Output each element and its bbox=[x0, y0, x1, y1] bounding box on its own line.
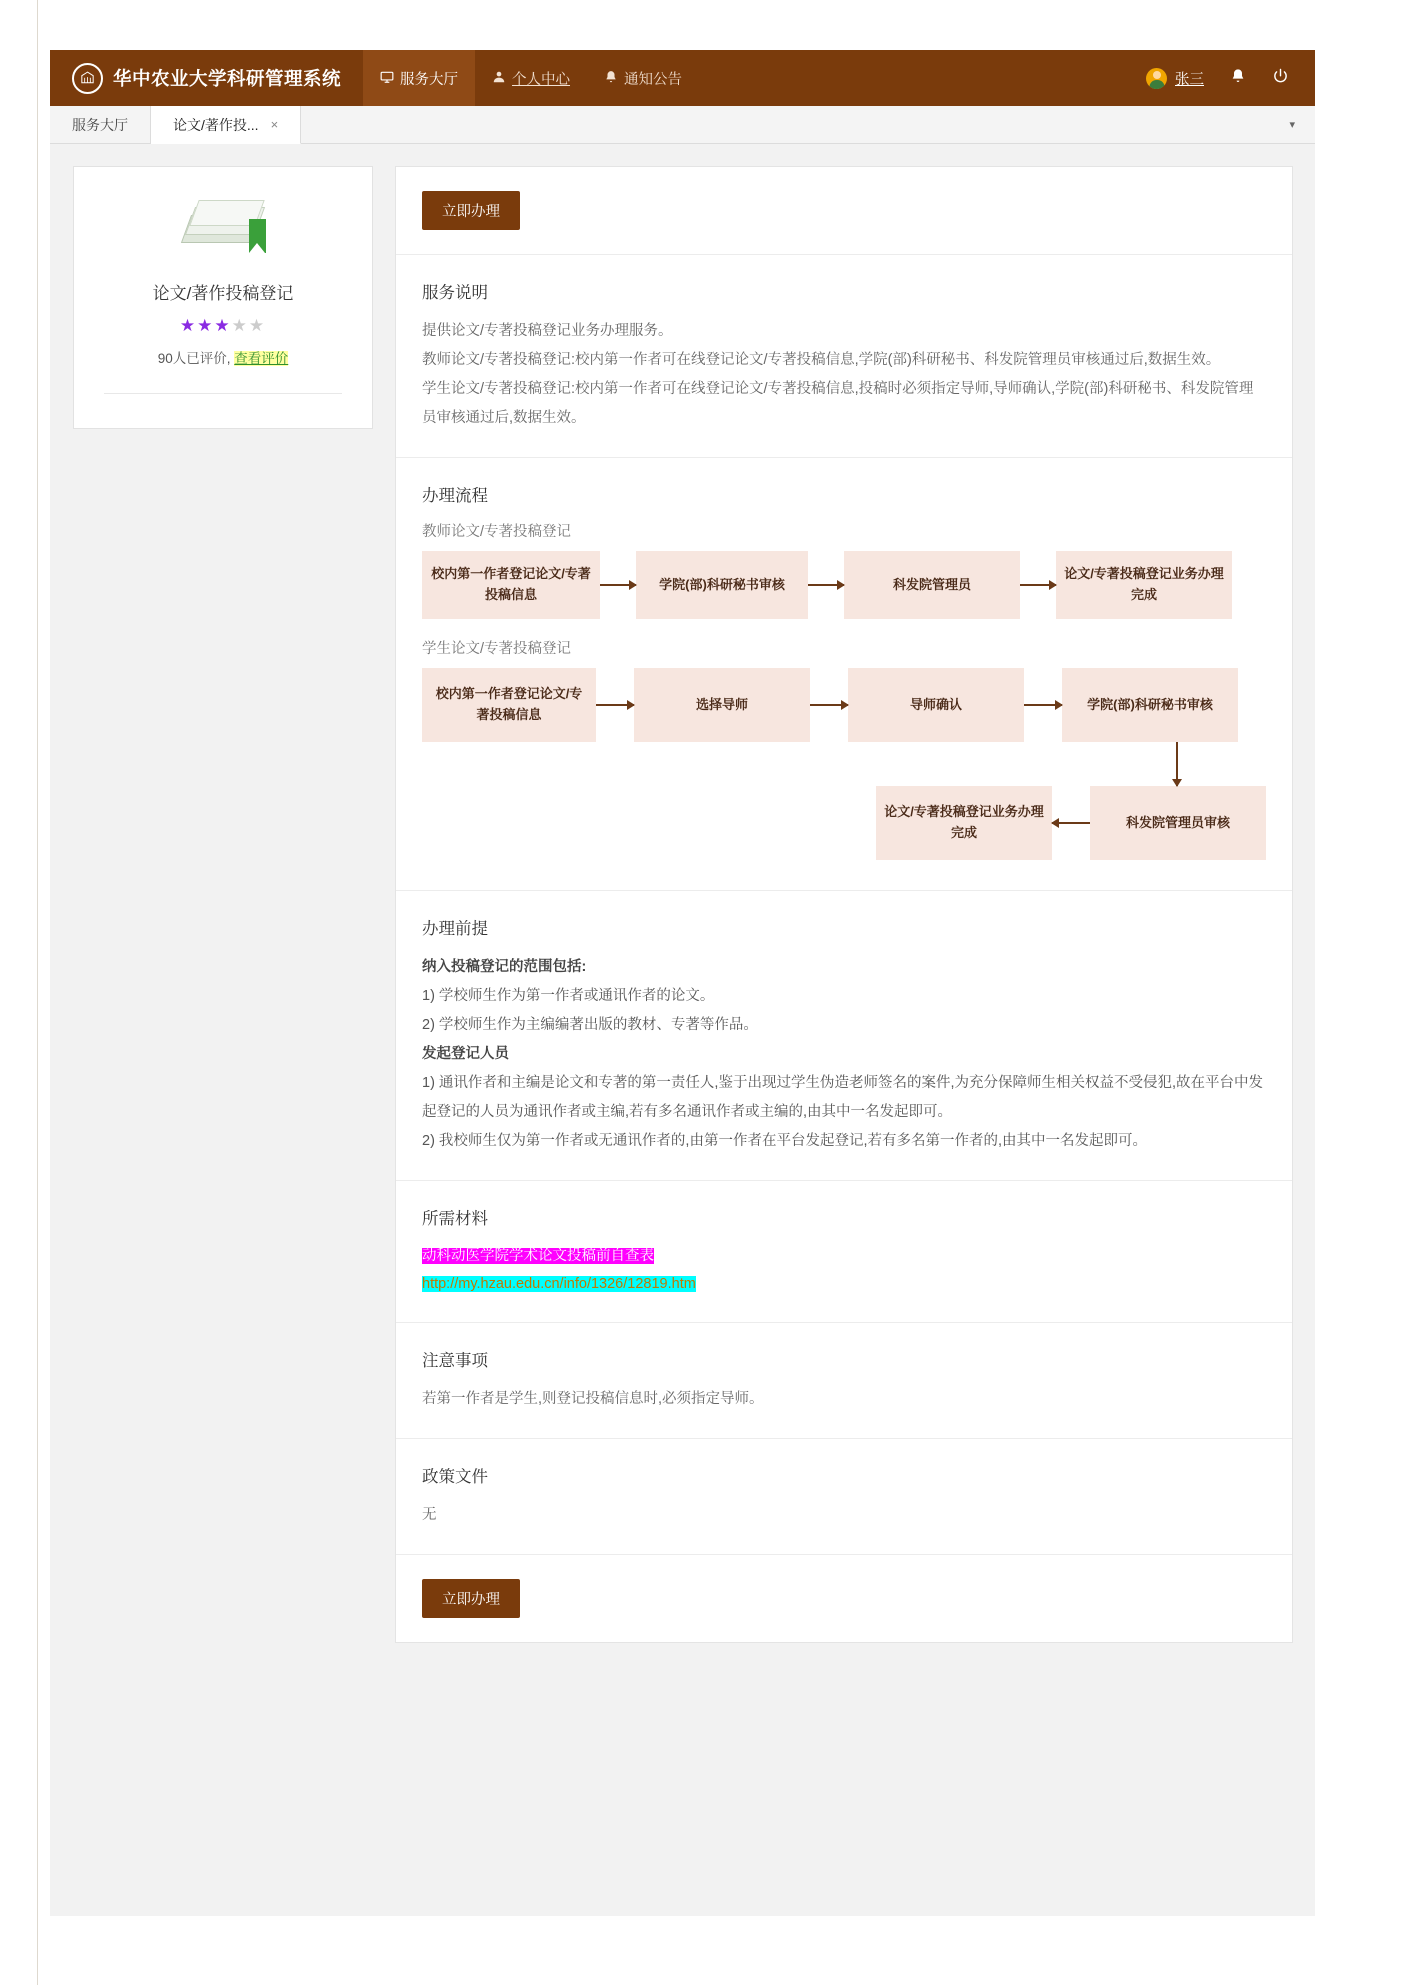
prerequisite-body bbox=[422, 953, 1266, 1156]
rating-stars bbox=[94, 316, 352, 336]
service-summary-card bbox=[73, 166, 373, 429]
flow-step: 导师确认 bbox=[848, 668, 1024, 742]
service-title: 论文/著作投稿登记 bbox=[152, 284, 294, 303]
nav-item-label: 服务大厅 bbox=[400, 71, 459, 88]
service-description-section bbox=[396, 255, 1292, 458]
prereq-line: 发起登记人员 bbox=[422, 1046, 509, 1062]
flow-step: 论文/专著投稿登记业务办理完成 bbox=[876, 786, 1052, 860]
section-title: 服务说明 bbox=[422, 284, 488, 302]
teacher-flow-row bbox=[422, 551, 1266, 619]
flow-step: 学院(部)科研秘书审核 bbox=[1062, 668, 1238, 742]
university-emblem-icon bbox=[72, 63, 103, 94]
flow-step: 校内第一作者登记论文/专著投稿信息 bbox=[422, 668, 596, 742]
arrow-right-icon bbox=[1024, 704, 1062, 706]
header-right bbox=[1146, 68, 1315, 89]
nav-item-service-hall[interactable] bbox=[363, 50, 475, 106]
bell-icon bbox=[604, 70, 618, 87]
chevron-down-icon[interactable]: ▾ bbox=[1289, 119, 1295, 131]
avatar bbox=[1146, 68, 1167, 89]
apply-now-button-top[interactable]: 立即办理 bbox=[422, 191, 520, 230]
tab-service-hall[interactable] bbox=[50, 106, 151, 144]
section-title: 所需材料 bbox=[422, 1210, 488, 1228]
nav-item-label: 个人中心 bbox=[512, 71, 571, 88]
user-name[interactable]: 张三 bbox=[1175, 71, 1204, 88]
arrow-down-icon bbox=[1176, 742, 1178, 786]
arrow-right-icon bbox=[810, 704, 848, 706]
student-flow-wrap bbox=[422, 668, 1266, 860]
flow-step: 科发院管理员审核 bbox=[1090, 786, 1266, 860]
star-filled: ★ bbox=[197, 316, 215, 335]
section-title: 政策文件 bbox=[422, 1468, 488, 1487]
policy-body: 无 bbox=[422, 1507, 437, 1524]
star-filled: ★ bbox=[179, 316, 198, 335]
prereq-line: 2) 学校师生作为主编编著出版的教材、专著等作品。 bbox=[422, 1017, 758, 1033]
policy-section bbox=[396, 1439, 1292, 1555]
bottom-action-section bbox=[396, 1555, 1292, 1642]
section-title: 办理前提 bbox=[422, 920, 488, 938]
student-flow-label: 学生论文/专著投稿登记 bbox=[422, 641, 572, 657]
service-description-body bbox=[422, 317, 1266, 433]
flow-step: 选择导师 bbox=[634, 668, 810, 742]
left-rail bbox=[0, 0, 38, 1985]
material-highlight-text: 动科动医学院学术论文投稿前自查表 bbox=[422, 1248, 654, 1264]
arrow-right-icon bbox=[600, 584, 636, 586]
prereq-line: 2) 我校师生仅为第一作者或无通讯作者的,由第一作者在平台发起登记,若有多名第一作者的,由其中一名发起即可。 bbox=[422, 1133, 1148, 1149]
arrow-right-icon bbox=[1020, 584, 1056, 586]
user-menu[interactable] bbox=[1146, 68, 1204, 89]
arrow-right-icon bbox=[808, 584, 844, 586]
divider bbox=[104, 393, 342, 394]
star-filled: ★ bbox=[214, 316, 232, 335]
desc-line: 提供论文/专著投稿登记业务办理服务。 bbox=[422, 323, 673, 339]
nav-item-label: 通知公告 bbox=[624, 71, 683, 88]
arrow-right-icon bbox=[596, 704, 634, 706]
section-title: 办理流程 bbox=[422, 487, 488, 505]
service-detail-panel bbox=[395, 166, 1293, 1643]
apply-now-button-bottom[interactable]: 立即办理 bbox=[422, 1579, 520, 1618]
rating-count: 90人已评价, bbox=[157, 351, 231, 366]
flow-step: 论文/专著投稿登记业务办理完成 bbox=[1056, 551, 1232, 619]
close-icon[interactable]: × bbox=[270, 117, 279, 132]
desc-line: 教师论文/专著投稿登记:校内第一作者可在线登记论文/专著投稿信息,学院(部)科研秘书、科发院管理员审核通过后,数据生效。 bbox=[422, 352, 1221, 368]
tab-label: 论文/著作投... bbox=[173, 116, 259, 133]
nav-item-personal-center[interactable] bbox=[475, 50, 587, 106]
teacher-flow-label: 教师论文/专著投稿登记 bbox=[422, 524, 572, 540]
process-flow-section bbox=[396, 458, 1292, 891]
monitor-icon bbox=[380, 70, 394, 87]
flow-step: 校内第一作者登记论文/专著投稿信息 bbox=[422, 551, 600, 619]
prereq-line: 1) 通讯作者和主编是论文和专著的第一责任人,鉴于出现过学生伪造老师签名的案件,为充分保障师生相关权益不受侵犯,故在平台中发起登记的人员为通讯作者或主编,若有多名通讯作者或主编的,由其中一名发起即可。 bbox=[422, 1075, 1264, 1120]
notes-section bbox=[396, 1323, 1292, 1439]
tab-bar bbox=[50, 106, 1315, 144]
brand bbox=[50, 63, 341, 94]
brand-title: 华中农业大学科研管理系统 bbox=[113, 68, 342, 89]
prereq-line: 纳入投稿登记的范围包括: bbox=[422, 959, 587, 975]
student-flow-row-2 bbox=[422, 786, 1266, 860]
top-action-section bbox=[396, 167, 1292, 255]
view-reviews-link[interactable]: 查看评价 bbox=[234, 351, 289, 366]
student-flow-row-1 bbox=[422, 668, 1266, 742]
content-area bbox=[50, 144, 1315, 1916]
material-link[interactable]: http://my.hzau.edu.cn/info/1326/12819.htm bbox=[422, 1275, 696, 1292]
materials-section bbox=[396, 1181, 1292, 1323]
rating-line bbox=[94, 347, 352, 367]
power-logout-icon[interactable] bbox=[1272, 68, 1289, 89]
stacked-documents-icon bbox=[180, 199, 266, 261]
star-empty: ★ bbox=[231, 316, 249, 335]
flow-step: 学院(部)科研秘书审核 bbox=[636, 551, 808, 619]
notification-bell-icon[interactable] bbox=[1230, 68, 1246, 88]
app-header bbox=[50, 50, 1315, 106]
section-title: 注意事项 bbox=[422, 1352, 488, 1371]
tab-label: 服务大厅 bbox=[72, 117, 128, 133]
star-empty: ★ bbox=[248, 316, 267, 335]
desc-line: 学生论文/专著投稿登记:校内第一作者可在线登记论文/专著投稿信息,投稿时必须指定导师,导师确认,学院(部)科研秘书、科发院管理员审核通过后,数据生效。 bbox=[422, 381, 1254, 426]
prerequisite-section bbox=[396, 891, 1292, 1181]
prereq-line: 1) 学校师生作为第一作者或通讯作者的论文。 bbox=[422, 988, 715, 1004]
notes-body: 若第一作者是学生,则登记投稿信息时,必须指定导师。 bbox=[422, 1391, 764, 1408]
materials-body bbox=[422, 1243, 1266, 1298]
tab-paper-submission[interactable] bbox=[151, 106, 301, 144]
main-nav bbox=[363, 50, 699, 106]
arrow-left-icon bbox=[1052, 822, 1090, 824]
nav-item-announcements[interactable] bbox=[587, 50, 699, 106]
flow-step: 科发院管理员 bbox=[844, 551, 1020, 619]
user-icon bbox=[492, 70, 506, 87]
